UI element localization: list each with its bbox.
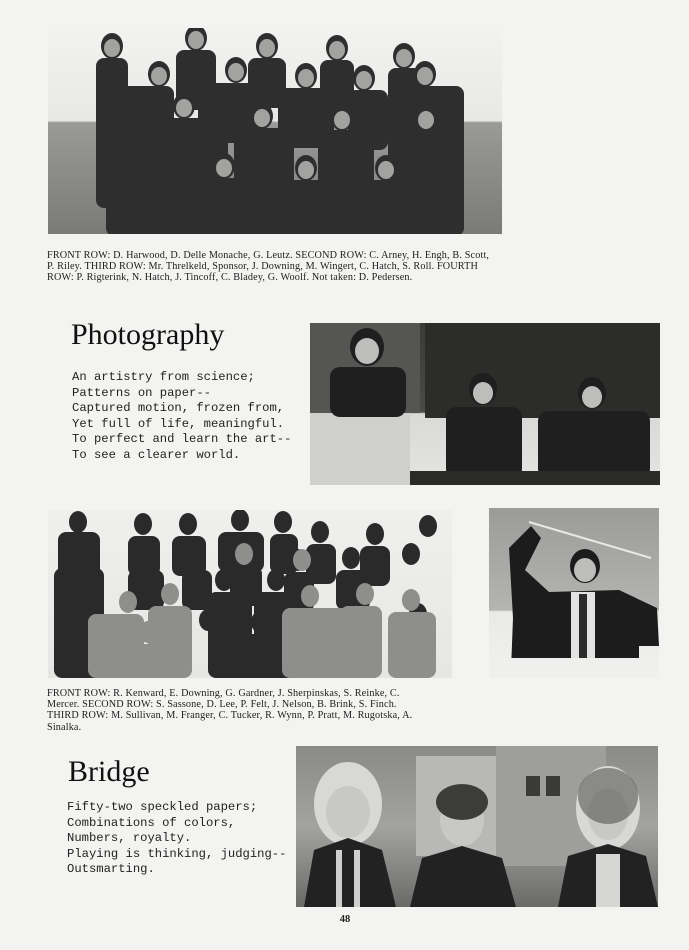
- group-silhouettes: [48, 28, 502, 234]
- poem-line: To see a clearer world.: [72, 447, 241, 462]
- poem-line: Combinations of colors,: [67, 815, 236, 830]
- poem-line: Yet full of life, meaningful.: [72, 416, 285, 431]
- poem-line: Patterns on paper--: [72, 385, 211, 400]
- poem-line: Captured motion, frozen from,: [72, 401, 285, 415]
- group-silhouettes: [48, 510, 452, 678]
- bridge-heading: Bridge: [68, 755, 150, 788]
- poem-line: Fifty-two speckled papers;: [67, 800, 258, 814]
- poem-line: Outsmarting.: [67, 862, 155, 876]
- photography-poem: [72, 370, 291, 463]
- sponsor-silhouette: [489, 508, 659, 678]
- poem-line: To perfect and learn the art--: [72, 432, 292, 446]
- bridge-club-group-photo: [48, 510, 452, 678]
- poem-line: Numbers, royalty.: [67, 831, 192, 845]
- photography-heading: Photography: [71, 318, 225, 351]
- poem-line: An artistry from science;: [72, 370, 255, 384]
- photography-club-caption: FRONT ROW: D. Harwood, D. Delle Monache, G. Leutz. SECOND ROW: C. Arney, H. Engh, B. Scott, P. Riley. THIRD ROW: Mr. Threlkeld, Sponsor, J. Downing, M. Wingert, C. Hatch, S. Roll. FOURTH ROW: P. Rigterink, N. Hatch, J. Tincoff, C. Bladey, G. Woolf. Not taken: D. Pedersen.: [47, 250, 490, 284]
- officers-silhouettes: [296, 746, 658, 907]
- photography-club-group-photo: [48, 28, 502, 234]
- poem-line: Playing is thinking, judging--: [67, 846, 287, 861]
- photography-officers-photo: [310, 323, 660, 485]
- page-number: 48: [339, 914, 351, 925]
- bridge-club-caption: FRONT ROW: R. Kenward, E. Downing, G. Gardner, J. Sherpinskas, S. Reinke, C. Mercer. SECOND ROW: S. Sassone, D. Lee, P. Felt, J. Nelson, B. Brink, S. Finch. THIRD ROW: M. Sullivan, M. Franger, C. Tucker, R. Wynn, P. Pratt, M. Rugotska, A. Sinalka.: [47, 688, 413, 733]
- sponsor-photo: [489, 508, 659, 678]
- officers-silhouettes: [310, 323, 660, 485]
- bridge-officers-photo: [296, 746, 658, 907]
- bridge-poem: [67, 800, 286, 878]
